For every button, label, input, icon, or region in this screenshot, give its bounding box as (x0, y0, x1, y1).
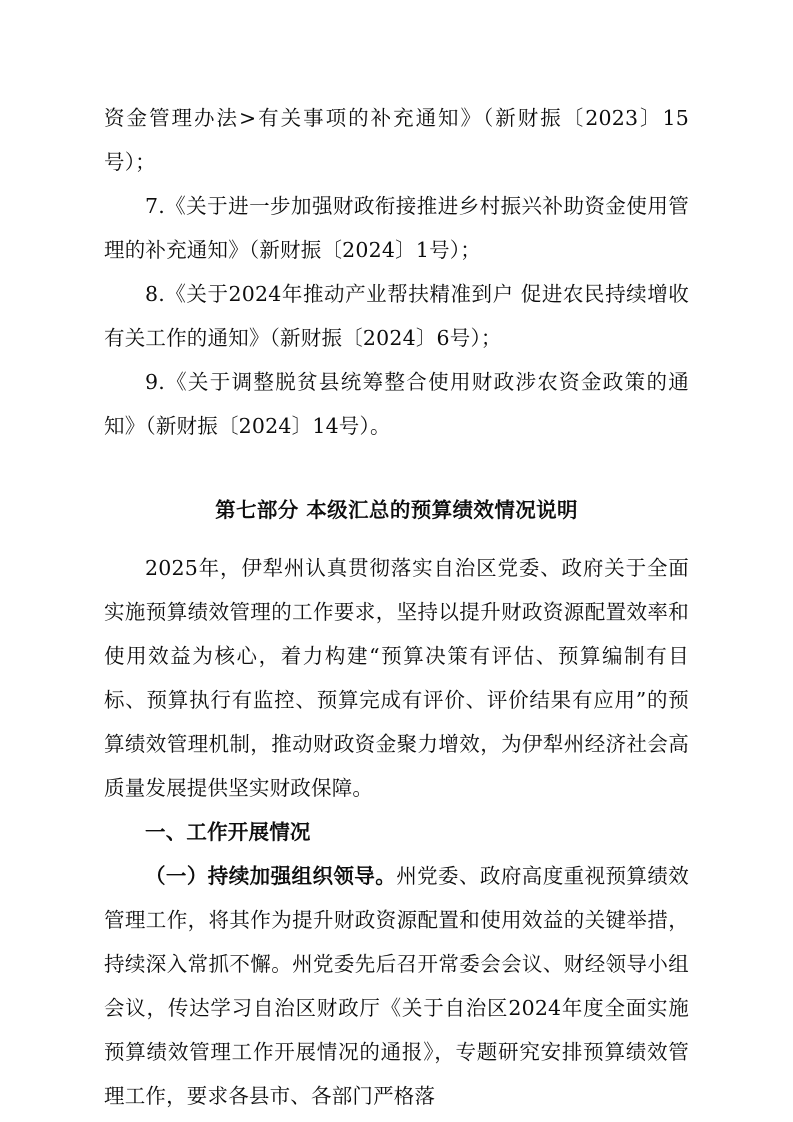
list-item: 9.《关于调整脱贫县统筹整合使用财政涉农资金政策的通知》（新财振〔2024〕14号）。 (104, 370, 689, 438)
section-heading: 第七部分 本级汇总的预算绩效情况说明 (215, 498, 578, 522)
intro-paragraph: 2025年，伊犁州认真贯彻落实自治区党委、政府关于全面实施预算绩效管理的工作要求，坚持以提升财政资源配置效率和使用效益为核心，着力构建“预算决策有评估、预算编制有目标、预算执行有监控、预算完成有评价、评价结果有应用”的预算绩效管理机制，推动财政资金聚力增效，为伊犁州经济社会高质量发展提供坚实财政保障。 (104, 556, 689, 800)
subsection-paragraph (104, 854, 689, 1118)
heading-work-progress: 一、工作开展情况 (145, 820, 311, 844)
list-item: 7.《关于进一步加强财政衔接推进乡村振兴补助资金使用管理的补充通知》（新财振〔2024〕1号）； (104, 194, 689, 262)
spacer (104, 448, 689, 458)
list-item-continuation: 资金管理办法>有关事项的补充通知》（新财振〔2023〕15号）； (104, 106, 689, 174)
subsection-body: 州党委、政府高度重视预算绩效管理工作，将其作为提升财政资源配置和使用效益的关键举措，持续深入常抓不懈。州党委先后召开常委会会议、财经领导小组会议，传达学习自治区财政厅《关于自治区2024年度全面实施预算绩效管理工作开展情况的通报》，专题研究安排预算绩效管理工作，要求各县市、各部门严格落 (104, 864, 689, 1108)
list-item: 8.《关于2024年推动产业帮扶精准到户 促进农民持续增收有关工作的通知》（新财振〔2024〕6号）； (104, 282, 689, 350)
subsection-title: （一）持续加强组织领导。 (145, 864, 397, 888)
document-body (104, 96, 689, 1118)
